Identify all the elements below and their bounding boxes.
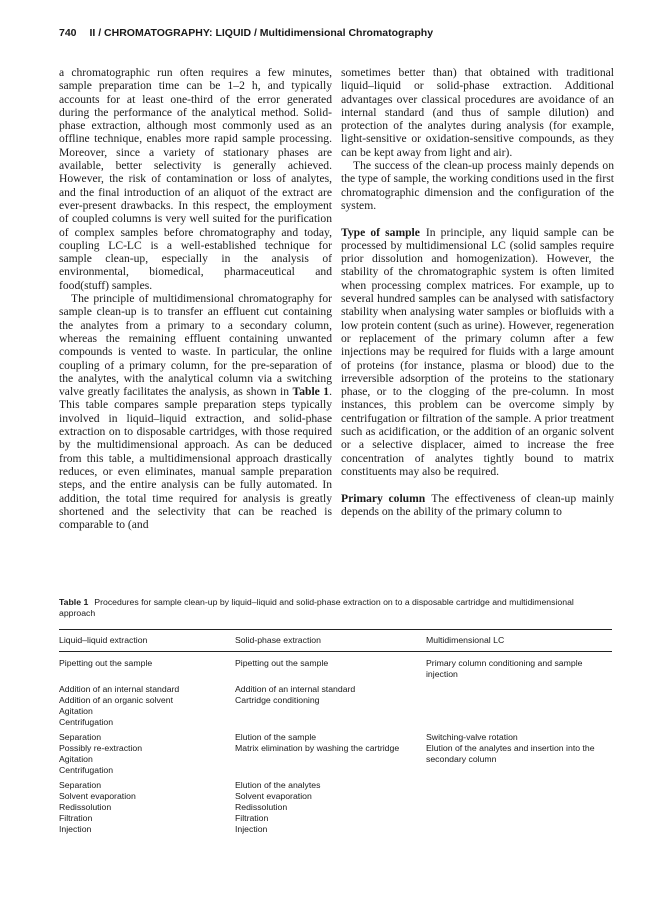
section-primary-column — [341, 492, 614, 519]
right-column — [341, 66, 614, 518]
table-cell-line: Separation — [59, 732, 102, 742]
table-cell — [426, 776, 612, 835]
table-cell-line: Addition of an internal standard — [235, 684, 356, 694]
section-heading-type-of-sample: Type of sample — [341, 225, 420, 239]
table-cell-line: Centrifugation — [59, 717, 114, 727]
table-reference: Table 1 — [292, 385, 330, 399]
table-cell-line: Solvent evaporation — [235, 791, 312, 801]
table-row — [59, 728, 612, 776]
section-text-primary-column: The effectiveness of clean-up mainly depends on the ability of the primary column to — [341, 491, 614, 518]
table-label: Table 1 — [59, 597, 89, 607]
table-row — [59, 776, 612, 835]
table-cell — [426, 728, 612, 776]
table-cell-line: Pipetting out the sample — [59, 658, 153, 668]
running-header — [59, 27, 619, 39]
table-cell-line: Elution of the analytes and insertion into the secondary column — [426, 743, 595, 764]
table-header-row — [59, 630, 612, 651]
table-cell-line: Addition of an internal standard — [59, 684, 180, 694]
procedures-table-body — [59, 652, 612, 835]
left-paragraph-2 — [59, 292, 332, 531]
procedures-table — [59, 630, 612, 651]
table-header-cell: Liquid–liquid extraction — [59, 635, 148, 645]
table-cell — [426, 680, 612, 728]
table-cell-line: Filtration — [59, 813, 93, 823]
table-cell — [59, 776, 235, 835]
table-cell-line: Agitation — [59, 754, 93, 764]
table-cell — [59, 652, 235, 680]
section-heading-primary-column: Primary column — [341, 491, 426, 505]
page-number: 740 — [59, 27, 77, 39]
table-cell-line: Switching-valve rotation — [426, 732, 518, 742]
section-text-type-of-sample: In principle, any liquid sample can be processed by multidimensional LC (solid samples require prior dissolution and homogenization). However, the stability of the chromatographic system is often limited when processing complex matrices. For example, up to several hundred samples can be analysed with satisfactory stability when analysing water samples or biofluids with a low protein content (such as urine). However, regeneration or replacement of the primary column after a few injections may be required for fluids with a large amount of proteins (for instance, plasma or blood) due to the irreversible adsorption of the proteins to the stationary phase, or to the clogging of the pre-column. In most instances, this problem can be overcome simply by centrifugation or filtration of the sample. A prior treatment such as acidification, or the addition of an organic solvent or a selective displacer, aimed to increase the free concentration of analytes tightly bound to matrix constituents may also be required. — [341, 225, 614, 478]
table-row — [59, 680, 612, 728]
table-cell — [59, 728, 235, 776]
table-cell-line: Pipetting out the sample — [235, 658, 329, 668]
table-cell-line: Injection — [59, 824, 92, 834]
table-cell-line: Centrifugation — [59, 765, 114, 775]
table-cell — [235, 680, 426, 728]
table-cell-line: Matrix elimination by washing the cartridge — [235, 743, 400, 753]
right-paragraph-2: The success of the clean-up process mainly depends on the type of sample, the working conditions used in the first chromatographic dimension and the configuration of the system. — [341, 159, 614, 212]
table-caption-text: Procedures for sample clean-up by liquid–liquid and solid-phase extraction on to a disposable cartridge and multidimensional approach — [59, 597, 574, 618]
table-cell-line: Elution of the analytes — [235, 780, 321, 790]
table-cell — [235, 652, 426, 680]
table-cell-line: Primary column conditioning and sample injection — [426, 658, 583, 679]
right-paragraph-1: sometimes better than) that obtained with traditional liquid–liquid or solid-phase extraction. Additional advantages over classical procedures are avoidance of an internal standard (and thus of sample dilution) and protection of the analytes during analysis (for example, light-sensitive or oxidation-sensitive compounds, as they can be kept away from light and air). — [341, 66, 614, 159]
table-cell-line: Elution of the sample — [235, 732, 317, 742]
table-cell — [426, 652, 612, 680]
table-cell-line: Cartridge conditioning — [235, 695, 320, 705]
left-column — [59, 66, 332, 531]
left-paragraph-1: a chromatographic run often requires a few minutes, sample preparation time can be 1–2 h, and typically accounts for at least one-third of the error generated during the performance of the analytical method. Solid-phase extraction, although most commonly used as an offline technique, enables more rapid sample processing. Moreover, since a variety of stationary phases are available, better selectivity is generally achieved. However, the risk of contamination or loss of analytes, and the final introduction of an aliquot of the extract are ever-present drawbacks. In this respect, the employment of coupled columns is very well suited for the purification of complex samples before chromatography and today, coupling LC-LC is a well-established technique for sample clean-up, especially in the analysis of environmental, biomedical, pharmaceutical and food(stuff) samples. — [59, 66, 332, 292]
table-cell-line: Separation — [59, 780, 102, 790]
running-head-title: II / CHROMATOGRAPHY: LIQUID / Multidimensional Chromatography — [89, 27, 434, 39]
table-cell-line: Agitation — [59, 706, 93, 716]
table-cell-line: Solvent evaporation — [59, 791, 136, 801]
table-cell-line: Redissolution — [235, 802, 288, 812]
table-cell — [59, 680, 235, 728]
left-paragraph-2-start: The principle of multidimensional chromatography for sample clean-up is to transfer an effluent cut containing the analytes from a primary to a secondary column, whereas the remaining effluent containing unwanted compounds is vented to waste. In particular, the online coupling of a primary column, for the pre-separation of the analytes, with the analytical column via a switching valve greatly facilitates the analysis, as shown in — [59, 292, 332, 399]
section-type-of-sample — [341, 226, 614, 479]
table-row — [59, 652, 612, 680]
table-caption — [59, 597, 612, 619]
table-1 — [59, 597, 612, 835]
table-cell-line: Filtration — [235, 813, 269, 823]
table-header-cell: Multidimensional LC — [426, 635, 505, 645]
table-header-cell: Solid-phase extraction — [235, 635, 321, 645]
table-cell-line: Possibly re-extraction — [59, 743, 143, 753]
table-cell-line: Redissolution — [59, 802, 112, 812]
table-body — [59, 652, 612, 835]
table-cell — [235, 728, 426, 776]
table-cell-line: Addition of an organic solvent — [59, 695, 173, 705]
table-cell-line: Injection — [235, 824, 268, 834]
left-paragraph-2-end: . This table compares sample preparation steps typically involved in liquid–liquid extraction, and solid-phase extraction on to disposable cartridges, with those required by the multidimensional approach. As can be deduced from this table, a multidimensional approach drastically reduces, or even eliminates, manual sample preparation steps, and the entire analysis can be fully automated. In addition, the total time required for analysis is greatly shortened and the selectivity that can be reached is comparable to (and — [59, 385, 332, 532]
table-cell — [235, 776, 426, 835]
